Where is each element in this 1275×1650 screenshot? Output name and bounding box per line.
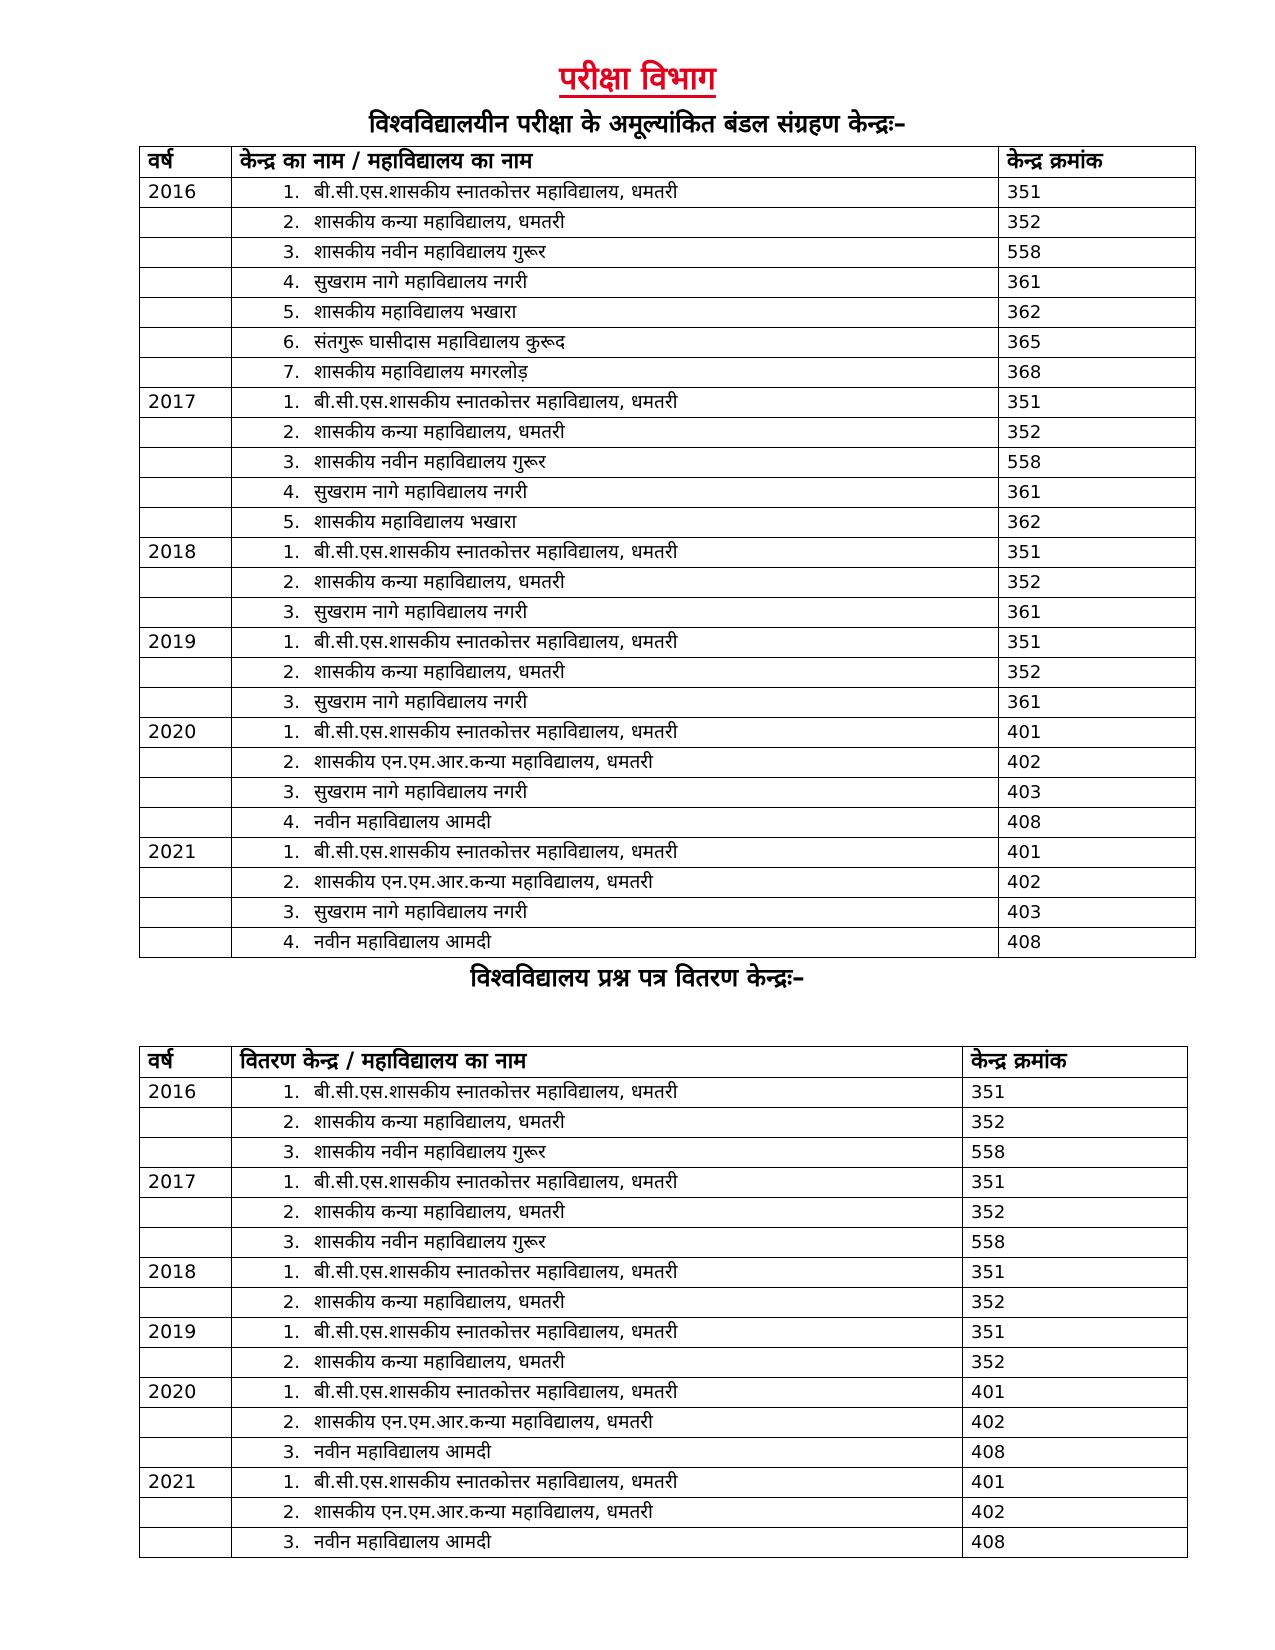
serial-number: 2. [282,212,300,233]
table-row [140,328,1196,358]
college-cell [232,448,999,478]
college-name: शासकीय नवीन महाविद्यालय गुरूर [314,451,546,473]
center-code-cell: 352 [963,1288,1188,1318]
college-name: संतगुरू घासीदास महाविद्यालय कुरूद [314,331,566,353]
serial-number: 4. [282,272,300,293]
college-name: शासकीय एन.एम.आर.कन्या महाविद्यालय, धमतरी [314,751,653,773]
serial-number: 1. [282,1172,300,1193]
college-cell [232,568,999,598]
table-row [140,238,1196,268]
year-cell: 2018 [140,538,232,568]
center-code-cell: 403 [999,778,1196,808]
table-row [140,1528,1188,1558]
serial-number: 1. [282,632,300,653]
serial-number: 2. [282,572,300,593]
table-row [140,418,1196,448]
header-code: केन्द्र क्रमांक [999,147,1196,178]
college-name: बी.सी.एस.शासकीय स्नातकोत्तर महाविद्यालय, धमतरी [314,391,678,413]
college-cell [232,928,999,958]
table-row [140,1438,1188,1468]
table-row [140,448,1196,478]
college-cell [232,328,999,358]
college-name: बी.सी.एस.शासकीय स्नातकोत्तर महाविद्यालय, धमतरी [314,1381,678,1403]
center-code-cell: 401 [999,838,1196,868]
college-cell [232,688,999,718]
year-cell [140,1528,232,1558]
year-cell: 2020 [140,1378,232,1408]
year-cell [140,1408,232,1438]
college-name: सुखराम नागे महाविद्यालय नगरी [314,781,528,803]
serial-number: 7. [282,362,300,383]
college-name: शासकीय कन्या महाविद्यालय, धमतरी [314,1201,565,1223]
table-row [140,508,1196,538]
year-cell: 2019 [140,1318,232,1348]
header-year: वर्ष [140,147,232,178]
table-row [140,1108,1188,1138]
college-cell [232,1228,963,1258]
year-cell [140,898,232,928]
serial-number: 3. [282,452,300,473]
table-row [140,1138,1188,1168]
college-cell [232,808,999,838]
table-row [140,1228,1188,1258]
college-name: सुखराम नागे महाविद्यालय नगरी [314,691,528,713]
year-cell: 2019 [140,628,232,658]
college-name: सुखराम नागे महाविद्यालय नगरी [314,271,528,293]
table-row [140,568,1196,598]
section2-heading: विश्वविद्यालय प्रश्न पत्र वितरण केन्द्रः– [470,963,805,992]
center-code-cell: 558 [963,1228,1188,1258]
college-name: बी.सी.एस.शासकीय स्नातकोत्तर महाविद्यालय, धमतरी [314,1471,678,1493]
serial-number: 3. [282,1232,300,1253]
college-name: शासकीय कन्या महाविद्यालय, धमतरी [314,1111,565,1133]
serial-number: 3. [282,602,300,623]
year-cell [140,1198,232,1228]
table-row [140,208,1196,238]
table-row [140,1468,1188,1498]
year-cell [140,688,232,718]
year-cell [140,1138,232,1168]
center-code-cell: 352 [963,1348,1188,1378]
college-cell [232,658,999,688]
college-cell [232,298,999,328]
serial-number: 3. [282,1442,300,1463]
college-cell [232,718,999,748]
table-header-row [140,1047,1188,1078]
college-cell [232,898,999,928]
serial-number: 3. [282,692,300,713]
serial-number: 4. [282,482,300,503]
center-code-cell: 351 [963,1258,1188,1288]
year-cell [140,238,232,268]
year-cell: 2021 [140,1468,232,1498]
table-row [140,658,1196,688]
table-row [140,808,1196,838]
center-code-cell: 402 [999,748,1196,778]
table-row [140,1288,1188,1318]
table-header-row [140,147,1196,178]
year-cell [140,658,232,688]
college-name: शासकीय नवीन महाविद्यालय गुरूर [314,1141,546,1163]
year-cell [140,1438,232,1468]
serial-number: 2. [282,872,300,893]
college-cell [232,358,999,388]
year-cell: 2018 [140,1258,232,1288]
college-cell [232,1078,963,1108]
college-name: नवीन महाविद्यालय आमदी [314,1441,492,1463]
serial-number: 2. [282,1292,300,1313]
table-body [140,178,1196,958]
center-code-cell: 402 [963,1498,1188,1528]
center-code-cell: 351 [963,1318,1188,1348]
center-code-cell: 402 [999,868,1196,898]
serial-number: 6. [282,332,300,353]
year-cell: 2016 [140,1078,232,1108]
center-code-cell: 361 [999,478,1196,508]
college-cell [232,628,999,658]
college-cell [232,238,999,268]
college-name: बी.सी.एस.शासकीय स्नातकोत्तर महाविद्यालय, धमतरी [314,841,678,863]
college-name: सुखराम नागे महाविद्यालय नगरी [314,901,528,923]
table-row [140,748,1196,778]
table-row [140,1498,1188,1528]
header-year: वर्ष [140,1047,232,1078]
serial-number: 1. [282,1472,300,1493]
college-name: शासकीय महाविद्यालय भखारा [314,511,517,533]
college-name: बी.सी.एस.शासकीय स्नातकोत्तर महाविद्यालय, धमतरी [314,1321,678,1343]
serial-number: 1. [282,182,300,203]
college-cell [232,1198,963,1228]
section1-heading: विश्वविद्यालयीन परीक्षा के अमूल्यांकित बंडल संग्रहण केन्द्रः– [368,109,907,138]
college-name: सुखराम नागे महाविद्यालय नगरी [314,481,528,503]
year-cell [140,778,232,808]
page-title: परीक्षा विभाग [559,59,716,97]
table-row [140,688,1196,718]
serial-number: 2. [282,1202,300,1223]
serial-number: 1. [282,842,300,863]
college-name: शासकीय नवीन महाविद्यालय गुरूर [314,241,546,263]
college-cell [232,838,999,868]
college-cell [232,1438,963,1468]
college-cell [232,178,999,208]
college-cell [232,868,999,898]
center-code-cell: 351 [999,178,1196,208]
year-cell: 2021 [140,838,232,868]
year-cell [140,598,232,628]
center-code-cell: 352 [963,1108,1188,1138]
serial-number: 1. [282,1322,300,1343]
college-name: शासकीय कन्या महाविद्यालय, धमतरी [314,1351,565,1373]
college-cell [232,1408,963,1438]
college-name: बी.सी.एस.शासकीय स्नातकोत्तर महाविद्यालय, धमतरी [314,631,678,653]
college-name: शासकीय कन्या महाविद्यालय, धमतरी [314,571,565,593]
center-code-cell: 558 [999,448,1196,478]
table-row [140,358,1196,388]
year-cell [140,748,232,778]
college-name: शासकीय कन्या महाविद्यालय, धमतरी [314,421,565,443]
center-code-cell: 408 [963,1528,1188,1558]
college-name: शासकीय महाविद्यालय मगरलोड़ [314,361,528,383]
serial-number: 1. [282,392,300,413]
serial-number: 2. [282,752,300,773]
year-cell: 2016 [140,178,232,208]
center-code-cell: 351 [999,538,1196,568]
paper-distribution-table [139,1046,1188,1558]
table-row [140,928,1196,958]
center-code-cell: 408 [963,1438,1188,1468]
serial-number: 1. [282,542,300,563]
year-cell [140,1228,232,1258]
year-cell [140,928,232,958]
serial-number: 3. [282,242,300,263]
serial-number: 1. [282,1082,300,1103]
college-name: बी.सी.एस.शासकीय स्नातकोत्तर महाविद्यालय, धमतरी [314,181,678,203]
table-row [140,268,1196,298]
center-code-cell: 402 [963,1408,1188,1438]
bundle-collection-table [139,146,1196,958]
college-cell [232,778,999,808]
header-name: वितरण केन्द्र / महाविद्यालय का नाम [232,1047,963,1078]
year-cell [140,208,232,238]
table-row [140,1198,1188,1228]
year-cell [140,298,232,328]
table-row [140,388,1196,418]
serial-number: 2. [282,1352,300,1373]
center-code-cell: 401 [999,718,1196,748]
serial-number: 3. [282,782,300,803]
college-cell [232,208,999,238]
year-cell: 2017 [140,1168,232,1198]
table-row [140,1348,1188,1378]
serial-number: 2. [282,1112,300,1133]
college-cell [232,1168,963,1198]
table-row [140,628,1196,658]
college-cell [232,418,999,448]
college-cell [232,268,999,298]
header-name: केन्द्र का नाम / महाविद्यालय का नाम [232,147,999,178]
year-cell [140,1498,232,1528]
year-cell: 2020 [140,718,232,748]
college-cell [232,508,999,538]
college-name: शासकीय एन.एम.आर.कन्या महाविद्यालय, धमतरी [314,1411,653,1433]
center-code-cell: 362 [999,508,1196,538]
center-code-cell: 362 [999,298,1196,328]
table-row [140,838,1196,868]
college-name: बी.सी.एस.शासकीय स्नातकोत्तर महाविद्यालय, धमतरी [314,541,678,563]
college-cell [232,1138,963,1168]
center-code-cell: 368 [999,358,1196,388]
center-code-cell: 351 [963,1078,1188,1108]
college-name: बी.सी.एस.शासकीय स्नातकोत्तर महाविद्यालय, धमतरी [314,1261,678,1283]
college-cell [232,1378,963,1408]
college-cell [232,1468,963,1498]
serial-number: 4. [282,932,300,953]
center-code-cell: 351 [999,388,1196,418]
page-title-wrap [0,56,1275,99]
center-code-cell: 408 [999,928,1196,958]
serial-number: 4. [282,812,300,833]
serial-number: 2. [282,662,300,683]
table-row [140,718,1196,748]
college-name: बी.सी.एस.शासकीय स्नातकोत्तर महाविद्यालय, धमतरी [314,721,678,743]
college-cell [232,1108,963,1138]
college-name: सुखराम नागे महाविद्यालय नगरी [314,601,528,623]
college-cell [232,538,999,568]
college-name: शासकीय कन्या महाविद्यालय, धमतरी [314,1291,565,1313]
table-row [140,1408,1188,1438]
year-cell [140,418,232,448]
center-code-cell: 361 [999,268,1196,298]
college-cell [232,598,999,628]
table-row [140,1078,1188,1108]
table-row [140,1318,1188,1348]
center-code-cell: 558 [963,1138,1188,1168]
center-code-cell: 401 [963,1468,1188,1498]
serial-number: 3. [282,902,300,923]
year-cell [140,508,232,538]
center-code-cell: 361 [999,598,1196,628]
serial-number: 1. [282,722,300,743]
center-code-cell: 352 [999,568,1196,598]
table-row [140,1378,1188,1408]
college-name: बी.सी.एस.शासकीय स्नातकोत्तर महाविद्यालय, धमतरी [314,1171,678,1193]
college-name: बी.सी.एस.शासकीय स्नातकोत्तर महाविद्यालय, धमतरी [314,1081,678,1103]
serial-number: 3. [282,1532,300,1553]
header-code: केन्द्र क्रमांक [963,1047,1188,1078]
college-name: शासकीय महाविद्यालय भखारा [314,301,517,323]
center-code-cell: 403 [999,898,1196,928]
serial-number: 5. [282,302,300,323]
college-cell [232,1288,963,1318]
table-row [140,1168,1188,1198]
college-cell [232,1528,963,1558]
year-cell [140,328,232,358]
serial-number: 2. [282,1502,300,1523]
college-name: शासकीय एन.एम.आर.कन्या महाविद्यालय, धमतरी [314,1501,653,1523]
college-cell [232,1258,963,1288]
year-cell [140,808,232,838]
center-code-cell: 351 [963,1168,1188,1198]
year-cell [140,478,232,508]
center-code-cell: 365 [999,328,1196,358]
table-row [140,298,1196,328]
college-name: शासकीय नवीन महाविद्यालय गुरूर [314,1231,546,1253]
center-code-cell: 352 [999,208,1196,238]
year-cell [140,1288,232,1318]
college-cell [232,478,999,508]
table-row [140,598,1196,628]
college-cell [232,1498,963,1528]
serial-number: 1. [282,1382,300,1403]
serial-number: 2. [282,1412,300,1433]
college-name: शासकीय कन्या महाविद्यालय, धमतरी [314,661,565,683]
table-row [140,538,1196,568]
college-name: नवीन महाविद्यालय आमदी [314,1531,492,1553]
year-cell [140,268,232,298]
college-cell [232,388,999,418]
table-row [140,178,1196,208]
serial-number: 5. [282,512,300,533]
year-cell [140,868,232,898]
college-name: नवीन महाविद्यालय आमदी [314,931,492,953]
college-cell [232,1318,963,1348]
center-code-cell: 351 [999,628,1196,658]
year-cell [140,358,232,388]
center-code-cell: 352 [999,418,1196,448]
college-name: शासकीय एन.एम.आर.कन्या महाविद्यालय, धमतरी [314,871,653,893]
table-body [140,1078,1188,1558]
year-cell [140,1108,232,1138]
center-code-cell: 401 [963,1378,1188,1408]
year-cell [140,568,232,598]
center-code-cell: 352 [999,658,1196,688]
table-row [140,778,1196,808]
center-code-cell: 352 [963,1198,1188,1228]
table-row [140,868,1196,898]
year-cell [140,448,232,478]
table-row [140,898,1196,928]
serial-number: 2. [282,422,300,443]
center-code-cell: 408 [999,808,1196,838]
college-cell [232,1348,963,1378]
center-code-cell: 558 [999,238,1196,268]
serial-number: 1. [282,1262,300,1283]
serial-number: 3. [282,1142,300,1163]
center-code-cell: 361 [999,688,1196,718]
year-cell: 2017 [140,388,232,418]
college-name: शासकीय कन्या महाविद्यालय, धमतरी [314,211,565,233]
table-row [140,1258,1188,1288]
year-cell [140,1348,232,1378]
college-name: नवीन महाविद्यालय आमदी [314,811,492,833]
college-cell [232,748,999,778]
table-row [140,478,1196,508]
